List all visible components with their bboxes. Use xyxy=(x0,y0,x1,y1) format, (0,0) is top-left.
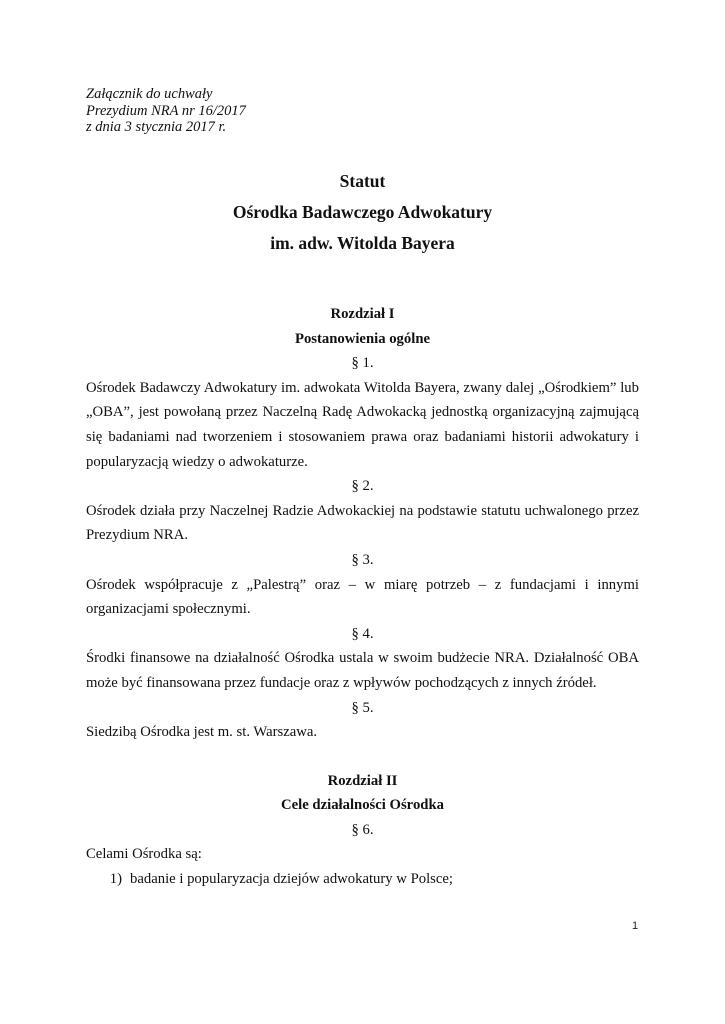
list-item-number: 1) xyxy=(109,871,122,888)
section-3-mark: § 3. xyxy=(351,551,374,568)
title-line-2: Ośrodka Badawczego Adwokatury xyxy=(232,202,493,222)
section-2-mark: § 2. xyxy=(351,478,374,495)
section-4-text: Środki finansowe na działalność Ośrodka ustala w swoim budżecie NRA. Działalność OBA może być finansowana przez fundacje oraz z wpływów pochodzących z innych źródeł. xyxy=(86,650,639,691)
section-6-intro: Celami Ośrodka są: xyxy=(86,846,202,863)
list-item xyxy=(86,867,639,892)
section-1-mark: § 1. xyxy=(351,355,374,372)
title-line-3: im. adw. Witolda Bayera xyxy=(270,233,455,253)
annex-line-3: z dnia 3 stycznia 2017 r. xyxy=(86,119,227,135)
section-3-text: Ośrodek współpracuje z „Palestrą” oraz – w miarę potrzeb – z fundacjami i innymi organizacjami społecznymi. xyxy=(86,576,639,618)
annex-note xyxy=(86,86,246,136)
document-title xyxy=(86,166,639,259)
chapter-2-heading: Cele działalności Ośrodka xyxy=(281,797,444,814)
section-2-text: Ośrodek działa przy Naczelnej Radzie Adwokackiej na podstawie statutu uchwalonego przez Prezydium NRA. xyxy=(86,502,639,544)
annex-line-2: Prezydium NRA nr 16/2017 xyxy=(86,102,246,119)
section-1-text: Ośrodek Badawczy Adwokatury im. adwokata Witolda Bayera, zwany dalej „Ośrodkiem” lub „OBA”, jest powołaną przez Naczelną Radę Adwokacką jednostką organizacyjną zajmującą się badaniami nad tworzeniem i stosowaniem prawa oraz badaniami historii adwokatury i popularyzacją wiedzy o adwokaturze. xyxy=(86,379,639,470)
title-line-1: Statut xyxy=(339,171,386,191)
chapter-spacer xyxy=(86,745,639,769)
annex-line-1: Załącznik do uchwały xyxy=(86,86,213,102)
document-body xyxy=(86,302,639,892)
section-5-mark: § 5. xyxy=(351,699,374,716)
chapter-2-label: Rozdział II xyxy=(327,772,398,789)
section-4-mark: § 4. xyxy=(351,625,374,642)
section-5-text: Siedzibą Ośrodka jest m. st. Warszawa. xyxy=(86,724,318,741)
chapter-1-label: Rozdział I xyxy=(330,306,395,322)
page-number: 1 xyxy=(631,920,639,932)
list-item-text: badanie i popularyzacja dziejów adwokatury w Polsce; xyxy=(130,871,454,888)
section-6-mark: § 6. xyxy=(351,821,374,838)
chapter-1-heading: Postanowienia ogólne xyxy=(294,330,431,347)
